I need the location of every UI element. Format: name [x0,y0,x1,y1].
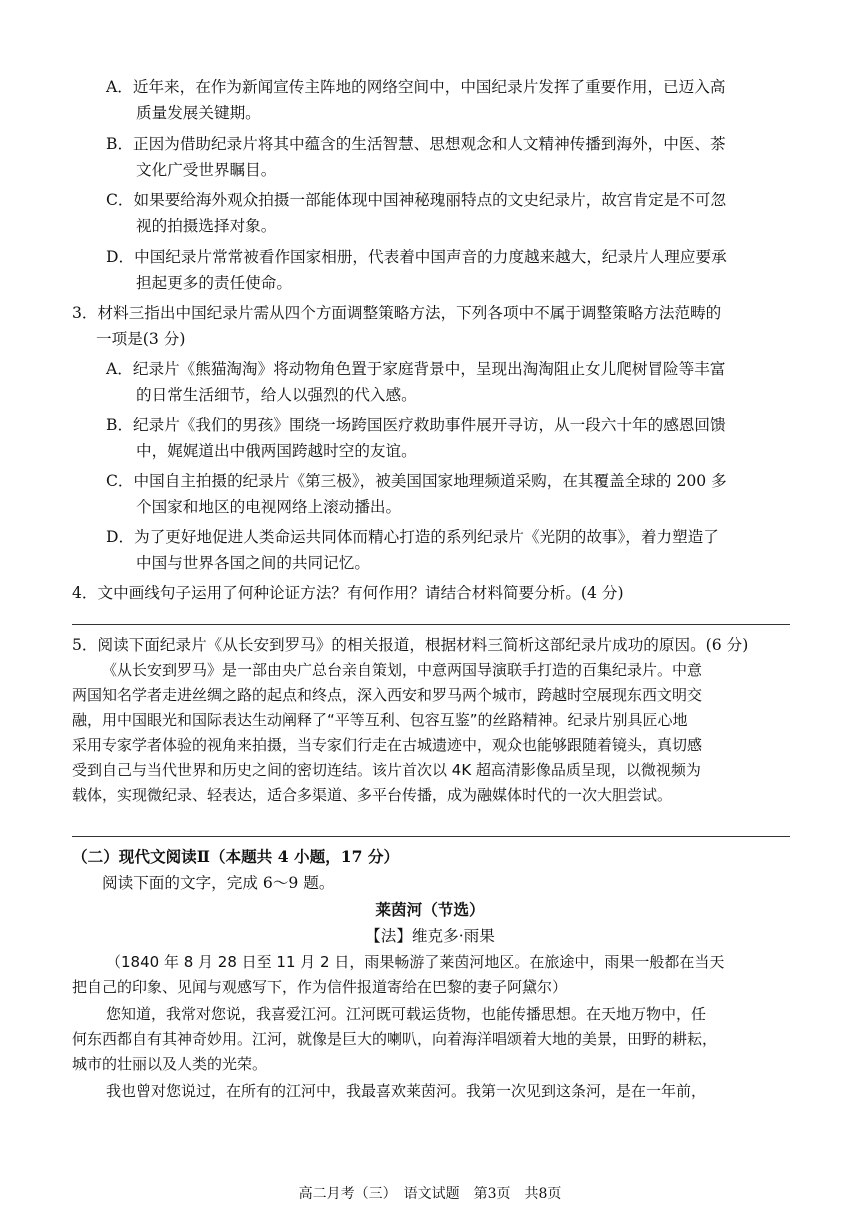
q5-stem: 5．阅读下面纪录片《从长安到罗马》的相关报道，根据材料三简析这部纪录片成功的原因。(6 分) [72,636,749,654]
q3-option-d-line2: 中国与世界各国之间的共同记忆。 [136,554,370,572]
q2-option-c-line1: C．如果要给海外观众拍摄一部能体现中国神秘瑰丽特点的文史纪录片，故宫肯定是不可忽 [106,191,727,209]
q2-option-b-line1: B．正因为借助纪录片将其中蕴含的生活智慧、思想观念和人文精神传播到海外，中医、茶 [106,135,726,153]
q5-text-line6: 载体，实现微纪录、轻表达，适合多渠道、多平台传播，成为融媒体时代的一次大胆尝试。 [72,786,673,804]
q3-option-c-line1: C．中国自主拍摄的纪录片《第三极》，被美国国家地理频道采购，在其覆盖全球的 200 多 [106,472,727,490]
q3-option-b-line2: 中，娓娓道出中俄两国跨越时空的友谊。 [136,442,417,460]
q5-text-line2: 两国知名学者走进丝绸之路的起点和终点，深入西安和罗马两个城市，跨越时空展现东西文明交 [72,686,703,704]
divider-bottom [72,836,790,837]
q5-text-line5: 受到自己与当代世界和历史之间的密切连结。该片首次以 4K 超高清影像品质呈现，以微视频为 [72,761,701,779]
article-note-line1: （1840 年 8 月 28 日至 11 月 2 日，雨果畅游了莱茵河地区。在旅途中，雨果一般都在当天 [106,953,725,971]
q5-text-line1: 《从长安到罗马》是一部由央广总台亲自策划，中意两国导演联手打造的百集纪录片。中意 [102,661,703,679]
article-note-line2: 把自己的印象、见闻与观感写下，作为信件报道寄给在巴黎的妻子阿黛尔） [72,978,568,996]
article-para1-line2: 何东西都自有其神奇妙用。江河，就像是巨大的喇叭，向着海洋唱颂着大地的美景，田野的耕耘， [72,1030,718,1048]
article-author: 【法】维克多·雨果 [365,927,495,945]
q3-option-d-line1: D．为了更好地促进人类命运共同体而精心打造的系列纪录片《光阴的故事》，着力塑造了 [106,528,719,546]
q2-option-a-line1: A．近年来，在作为新闻宣传主阵地的网络空间中，中国纪录片发挥了重要作用，已迈入高 [106,78,726,96]
article-para2-line1: 我也曾对您说过，在所有的江河中，我最喜欢莱茵河。我第一次见到这条河，是在一年前， [106,1082,707,1100]
article-para1-line3: 城市的壮丽以及人类的光荣。 [72,1055,268,1073]
q3-option-b-line1: B．纪录片《我们的男孩》围绕一场跨国医疗救助事件展开寻访，从一段六十年的感恩回馈 [106,416,726,434]
article-para1-line1: 您知道，我常对您说，我喜爱江河。江河既可载运货物，也能传播思想。在天地万物中，任 [106,1005,707,1023]
q5-text-line4: 采用专家学者体验的视角来拍摄，当专家们行走在古城遗迹中，观众也能够跟随着镜头，真切感 [72,736,703,754]
page-footer: 高二月考（三） 语文试题 第3页 共8页 [298,1186,562,1202]
q2-option-d-line1: D．中国纪录片常常被看作国家相册，代表着中国声音的力度越来越大，纪录片人理应要承 [106,248,727,266]
q3-option-a-line1: A．纪录片《熊猫淘淘》将动物角色置于家庭背景中，呈现出淘淘阻止女儿爬树冒险等丰富 [106,360,726,378]
q3-option-a-line2: 的日常生活细节，给人以强烈的代入感。 [136,386,417,404]
q2-option-d-line2: 担起更多的责任使命。 [136,274,292,292]
q2-option-a-line2: 质量发展关键期。 [136,104,261,122]
q5-text-line3: 融，用中国眼光和国际表达生动阐释了“平等互利、包容互鉴”的丝路精神。纪录片别具匠心地 [72,711,688,729]
q3-option-c-line2: 个国家和地区的电视网络上滚动播出。 [136,498,402,516]
section-heading: （二）现代文阅读Ⅱ（本题共 4 小题，17 分） [72,847,400,866]
q2-option-c-line2: 视的拍摄选择对象。 [136,217,277,235]
article-title: 莱茵河（节选） [375,900,485,919]
q3-stem-line2: 一项是(3 分) [96,330,186,348]
q4-stem: 4．文中画线句子运用了何种论证方法？有何作用？请结合材料简要分析。(4 分) [72,584,624,602]
q2-option-b-line2: 文化广受世界瞩目。 [136,161,277,179]
divider-top [72,624,790,625]
q3-stem-line1: 3．材料三指出中国纪录片需从四个方面调整策略方法，下列各项中不属于调整策略方法范畴的 [72,304,722,322]
section-instruction: 阅读下面的文字，完成 6～9 题。 [102,874,335,892]
